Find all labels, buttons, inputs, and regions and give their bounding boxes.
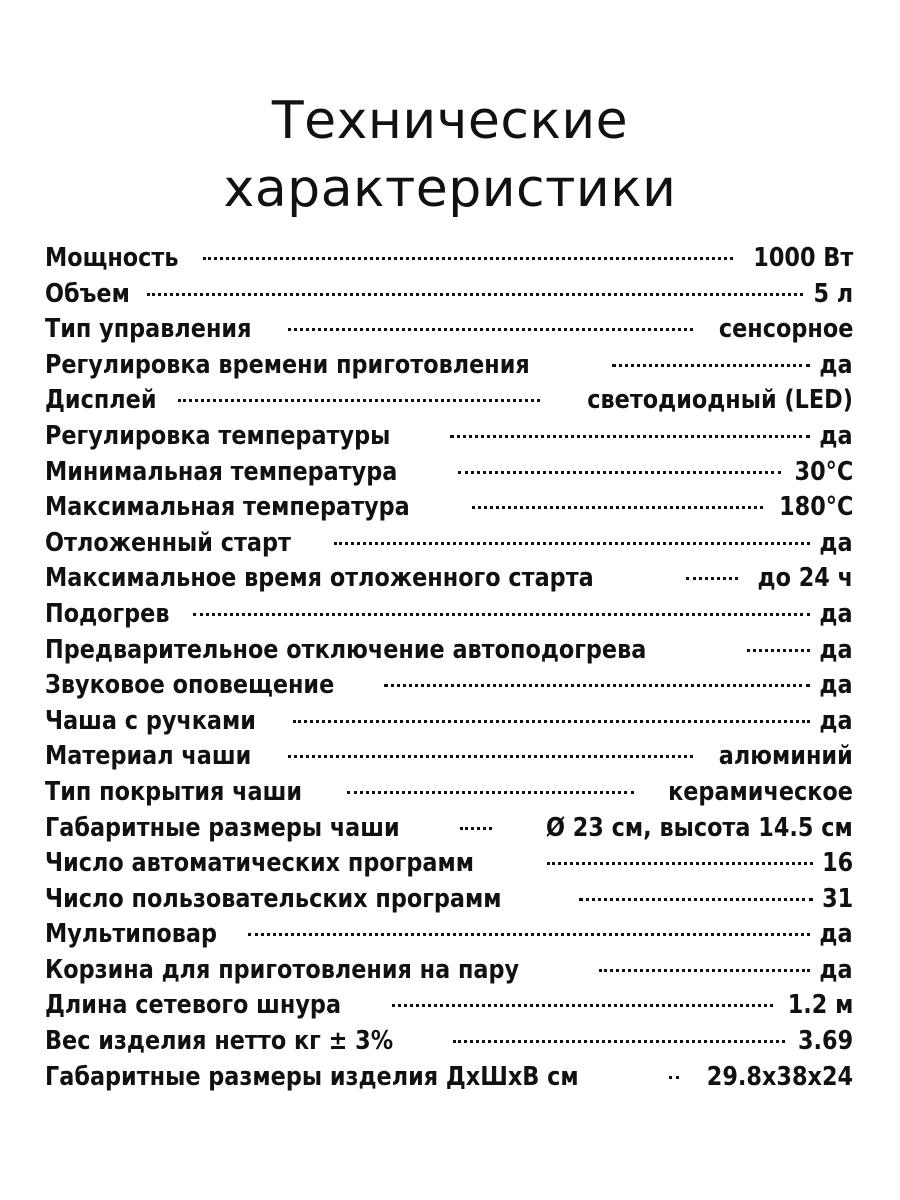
spec-label: Отложенный старт [45,527,291,558]
spec-value: 31 [821,883,853,914]
dot-leader [334,542,810,545]
spec-label: Чаша с ручками [45,705,256,736]
spec-value: 1.2 м [787,990,853,1021]
dot-leader [612,364,811,367]
dot-leader [747,649,810,652]
spec-row [45,739,853,775]
spec-row [45,668,853,704]
spec-value: да [819,598,853,629]
spec-value: 30°С [794,456,853,487]
spec-label: Число автоматических программ [45,848,475,879]
spec-label: Габаритные размеры изделия ДхШхВ см [45,1061,579,1092]
dot-leader [460,827,492,830]
title-line-1: Технические [271,90,629,151]
spec-label: Максимальное время отложенного старта [45,563,594,594]
spec-label: Регулировка времени приготовления [45,349,530,380]
spec-label: Число пользовательских программ [45,883,502,914]
spec-row [45,526,853,562]
spec-row [45,1060,853,1096]
spec-value: 16 [821,848,853,879]
spec-value: да [819,420,853,451]
spec-value: да [819,670,853,701]
spec-label: Регулировка температуры [45,420,391,451]
spec-label: Тип покрытия чаши [45,776,302,807]
spec-row [45,846,853,882]
dot-leader [288,755,693,758]
spec-label: Дисплей [45,385,157,416]
spec-label: Мультиповар [45,919,218,950]
spec-value: Ø 23 см, высота 14.5 см [546,812,853,843]
spec-row [45,419,853,455]
spec-row [45,1024,853,1060]
spec-value: да [819,954,853,985]
spec-value: да [819,634,853,665]
dot-leader [392,1004,772,1007]
dot-leader [193,613,811,616]
spec-row [45,633,853,669]
dot-leader [293,720,810,723]
spec-row [45,312,853,348]
spec-label: Звуковое оповещение [45,670,335,701]
dot-leader [669,1076,679,1079]
spec-label: Мощность [45,243,179,273]
spec-label: Тип управления [45,314,252,345]
spec-label: Корзина для приготовления на пару [45,954,520,985]
spec-row [45,597,853,633]
spec-value: да [819,527,853,558]
spec-row [45,348,853,384]
spec-row [45,241,853,277]
dot-leader [472,506,763,509]
dot-leader [450,435,811,438]
dot-leader [203,257,732,260]
dot-leader [579,898,813,901]
spec-value: до 24 ч [757,563,853,594]
spec-row [45,490,853,526]
spec-label: Минимальная температура [45,456,398,487]
spec-value: алюминий [719,741,853,772]
spec-label: Вес изделия нетто кг ± 3% [45,1026,394,1057]
spec-label: Длина сетевого шнура [45,990,342,1021]
spec-row [45,383,853,419]
dot-leader [384,684,810,687]
spec-row [45,811,853,847]
spec-value: 180°С [778,492,853,523]
spec-label: Материал чаши [45,741,252,772]
spec-row [45,917,853,953]
spec-value: 5 л [813,278,853,309]
dot-leader [599,969,810,972]
dot-leader [458,471,781,474]
spec-row [45,882,853,918]
dot-leader [347,791,634,794]
spec-value: сенсорное [718,314,853,345]
spec-value: 3.69 [797,1026,853,1057]
spec-label: Габаритные размеры чаши [45,812,400,843]
spec-row [45,953,853,989]
spec-row [45,455,853,491]
spec-row [45,775,853,811]
dot-leader [147,293,803,296]
spec-value: да [819,919,853,950]
dot-leader [248,933,810,936]
spec-label: Объем [45,278,130,309]
spec-value: да [819,705,853,736]
spec-row [45,988,853,1024]
spec-row [45,704,853,740]
dot-leader [686,577,738,580]
dot-leader [288,328,693,331]
spec-value: 1000 Вт [752,243,853,273]
page-title [0,87,900,223]
spec-value: керамическое [668,776,853,807]
spec-label: Подогрев [45,598,170,629]
spec-value: светодиодный (LED) [587,385,853,416]
spec-row [45,277,853,313]
dot-leader [453,1040,785,1043]
dot-leader [178,399,540,402]
spec-value: 29.8x38x24 [706,1061,853,1092]
dot-leader [547,862,813,865]
spec-list [45,241,853,1095]
spec-row [45,561,853,597]
title-line-2: характеристики [223,158,677,219]
spec-value: да [819,349,853,380]
spec-label: Максимальная температура [45,492,410,523]
spec-label: Предварительное отключение автоподогрева [45,634,647,665]
